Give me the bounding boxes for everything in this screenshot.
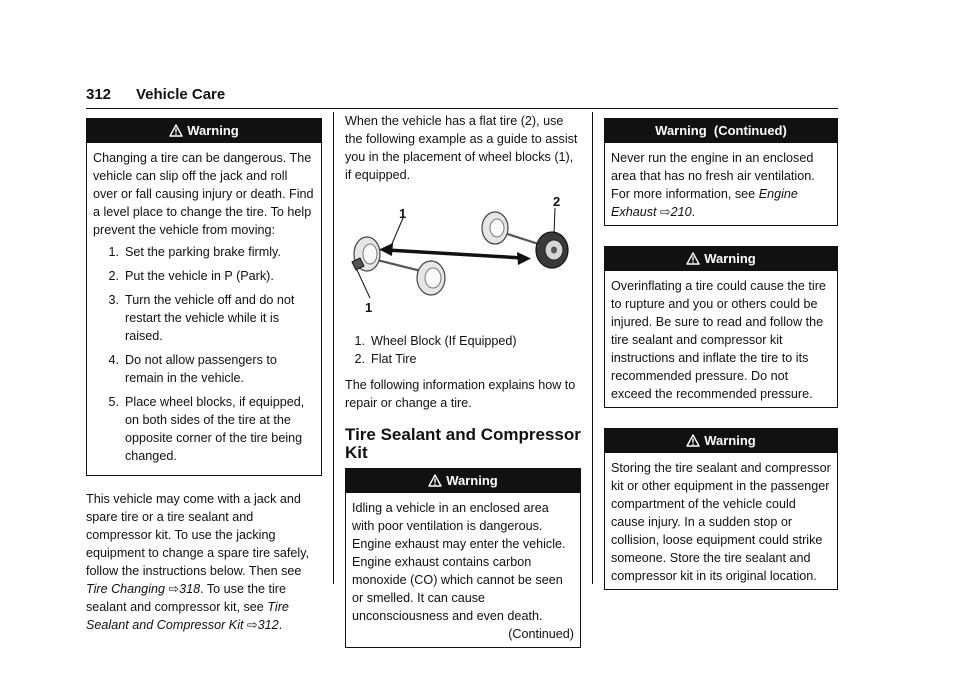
warning-header xyxy=(87,119,321,143)
list-item: 2. Put the vehicle in P (Park). xyxy=(108,269,274,283)
warning-intro: Changing a tire can be dangerous. The vehicle can slip off the jack and roll over or fall causing injury or death. Find a level place to change the tire. To help prevent the vehicle from moving: xyxy=(93,151,314,237)
arrow-right-icon: ⇨ xyxy=(168,582,180,596)
wheel-block-figure xyxy=(345,194,581,328)
warning-body xyxy=(87,143,321,475)
warning-body: Overinflating a tire could cause the tire to rupture and you or others could be injured. Be sure to read and follow the tire sealant and compressor kit instructions and inflate the tire to its recommended pressure. Do not exceed the recommended pressure. xyxy=(611,279,826,401)
warning-body: Storing the tire sealant and compressor kit or other equipment in the passenger compartment of the vehicle could cause injury. In a sudden stop or collision, loose equipment could strike someone. Store the tire sealant and compressor kit in its original location. xyxy=(611,461,831,583)
arrow-right-icon: ⇨ xyxy=(247,618,258,632)
wheel-block-diagram xyxy=(345,194,581,328)
warning-header: Warning (Continued) xyxy=(605,119,837,143)
warning-box-continued xyxy=(604,118,838,226)
list-item: 5. Place wheel blocks, if equipped, on both sides of the tire at the opposite corner of the tire being changed. xyxy=(108,395,305,463)
jack-paragraph: This vehicle may come with a jack and spare tire or a tire sealant and compressor kit. To use the jacking equipment to change a spare tire safely, follow the instructions below. Then see Tire Changing ⇨318. To use the tire sealant and compressor kit, see Tire Sealant and Compressor Kit ⇨312. xyxy=(86,492,310,632)
list-item: 1. Set the parking brake firmly. xyxy=(108,245,281,259)
figure-legend xyxy=(345,332,581,368)
warning-header xyxy=(346,469,580,493)
warning-title: Warning xyxy=(704,433,756,448)
wheel-block-intro: When the vehicle has a flat tire (2), use the following example as a guide to assist you in the placement of wheel blocks (1), if equipped. xyxy=(345,114,578,182)
column-3 xyxy=(604,112,838,590)
list-item: 3. Turn the vehicle off and do not restart the vehicle while it is raised. xyxy=(108,293,295,343)
page-number: 312 xyxy=(86,86,112,103)
list-item: 2. Flat Tire xyxy=(354,352,417,366)
warning-triangle-icon xyxy=(428,474,442,487)
warning-steps-list xyxy=(93,243,315,465)
list-item: 1. Wheel Block (If Equipped) xyxy=(354,334,517,348)
continued-note: (Continued) xyxy=(508,627,574,641)
flat-tire xyxy=(536,232,568,268)
link-engine-exhaust[interactable]: Engine Exhaust ⇨210 xyxy=(611,187,798,219)
warning-box-jack xyxy=(86,118,322,476)
column-1 xyxy=(86,112,322,634)
warning-box-exhaust xyxy=(345,468,581,648)
warning-triangle-icon xyxy=(169,124,183,137)
callout-1-bottom: 1 xyxy=(365,300,373,315)
warning-box-storage xyxy=(604,428,838,590)
warning-body: Idling a vehicle in an enclosed area with poor ventilation is dangerous. Engine exhaust may enter the vehicle. Engine exhaust contains carbon monoxide (CO) which cannot be seen or smelled. It can cause unconsciousness and even death. (Continued) xyxy=(352,501,574,641)
callout-2: 2 xyxy=(553,194,561,209)
double-arrow-icon xyxy=(379,243,531,265)
column-divider-1 xyxy=(333,112,334,584)
section-title-header: Vehicle Care xyxy=(136,86,226,103)
repair-intro: The following information explains how to repair or change a tire. xyxy=(345,378,576,410)
page-header xyxy=(86,86,838,109)
link-tire-sealant-kit[interactable]: Tire Sealant and Compressor Kit ⇨312 xyxy=(86,600,289,632)
warning-triangle-icon xyxy=(686,434,700,447)
warning-header xyxy=(605,429,837,453)
warning-triangle-icon xyxy=(686,252,700,265)
wheel-front-right xyxy=(417,261,445,295)
warning-box-overinflate xyxy=(604,246,838,408)
warning-title: Warning xyxy=(704,251,756,266)
wheel-rear-left xyxy=(482,212,508,244)
warning-body: Never run the engine in an enclosed area that has no fresh air ventilation. For more information, see Engine Exhaust ⇨210. xyxy=(611,151,815,219)
warning-title: Warning xyxy=(187,123,239,138)
warning-title: Warning xyxy=(446,473,498,488)
link-tire-changing[interactable]: Tire Changing ⇨318 xyxy=(86,582,201,596)
arrow-right-icon: ⇨ xyxy=(660,205,671,219)
section-heading: Tire Sealant and Compressor Kit xyxy=(345,425,581,462)
list-item: 4. Do not allow passengers to remain in the vehicle. xyxy=(108,353,277,385)
column-divider-2 xyxy=(592,112,593,584)
warning-header xyxy=(605,247,837,271)
callout-1-top: 1 xyxy=(399,206,407,221)
column-2 xyxy=(345,112,581,648)
